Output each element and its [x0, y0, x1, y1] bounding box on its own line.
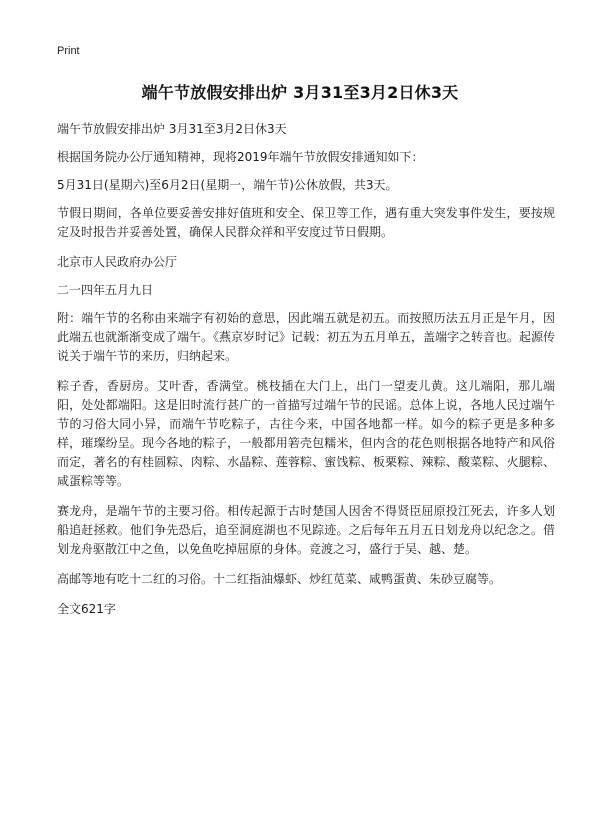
paragraph-issue-date: 二一四年五月九日 [57, 283, 154, 297]
print-link[interactable]: Print [57, 45, 80, 57]
paragraph-zongzi: 粽子香，香厨房。艾叶香，香满堂。桃枝插在大门上，出门一望麦儿黄。这儿端阳，那儿端阳，处处都端阳。这是旧时流行甚广的一首描写过端午节的民谣。总体上说，各地人民过端午节的习俗大同小异，而端午节吃粽子，古往今来，中国各地都一样。如今的粽子更是多种多样，璀璨纷呈。现今各地的粽子，一般都用箬壳包糯米，但内含的花色则根据各地特产和风俗而定，著名的有桂圆粽、肉粽、水晶粽、莲蓉粽、蜜饯粽、板栗粽、辣粽、酸菜粽、火腿粽、咸蛋粽等等。 [57, 379, 555, 488]
paragraph-name-origin: 附：端午节的名称由来端字有初始的意思，因此端五就是初五。而按照历法五月正是午月，因此端五也就渐渐变成了端午。《燕京岁时记》记载：初五为五月单五，盖端字之转音也。起源传说关于端午节的来历，归纳起来。 [57, 311, 556, 363]
page-title: 端午节放假安排出炉 3月31至3月2日休3天 [141, 83, 459, 102]
paragraph-holiday-dates: 5月31日(星期六)至6月2日(星期一，端午节)公休放假，共3天。 [57, 178, 398, 192]
paragraph-issuer: 北京市人民政府办公厅 [57, 255, 178, 269]
paragraph-twelve-red: 高邮等地有吃十二红的习俗。十二红指油爆虾、炒红苋菜、咸鸭蛋黄、朱砂豆腐等。 [57, 572, 502, 586]
paragraph-notice-intro: 根据国务院办公厅通知精神，现将2019年端午节放假安排通知如下： [57, 150, 424, 164]
article-subtitle: 端午节放假安排出炉 3月31至3月2日休3天 [57, 122, 287, 136]
paragraph-safety-notice: 节假日期间，各单位要妥善安排好值班和安全、保卫等工作，遇有重大突发事件发生，要按规定及时报告并妥善处置，确保人民群众祥和平安度过节日假期。 [57, 206, 555, 239]
paragraph-dragon-boat: 赛龙舟，是端午节的主要习俗。相传起源于古时楚国人因舍不得贤臣屈原投江死去，许多人划船追赶拯救。他们争先恐后，追至洞庭湖也不见踪迹。之后每年五月五日划龙舟以纪念之。借划龙舟驱散江中之鱼，以免鱼吃掉屈原的身体。竞渡之习，盛行于吴、越、楚。 [57, 504, 555, 556]
paragraph-word-count: 全文621字 [57, 602, 116, 616]
article-body [57, 120, 555, 630]
